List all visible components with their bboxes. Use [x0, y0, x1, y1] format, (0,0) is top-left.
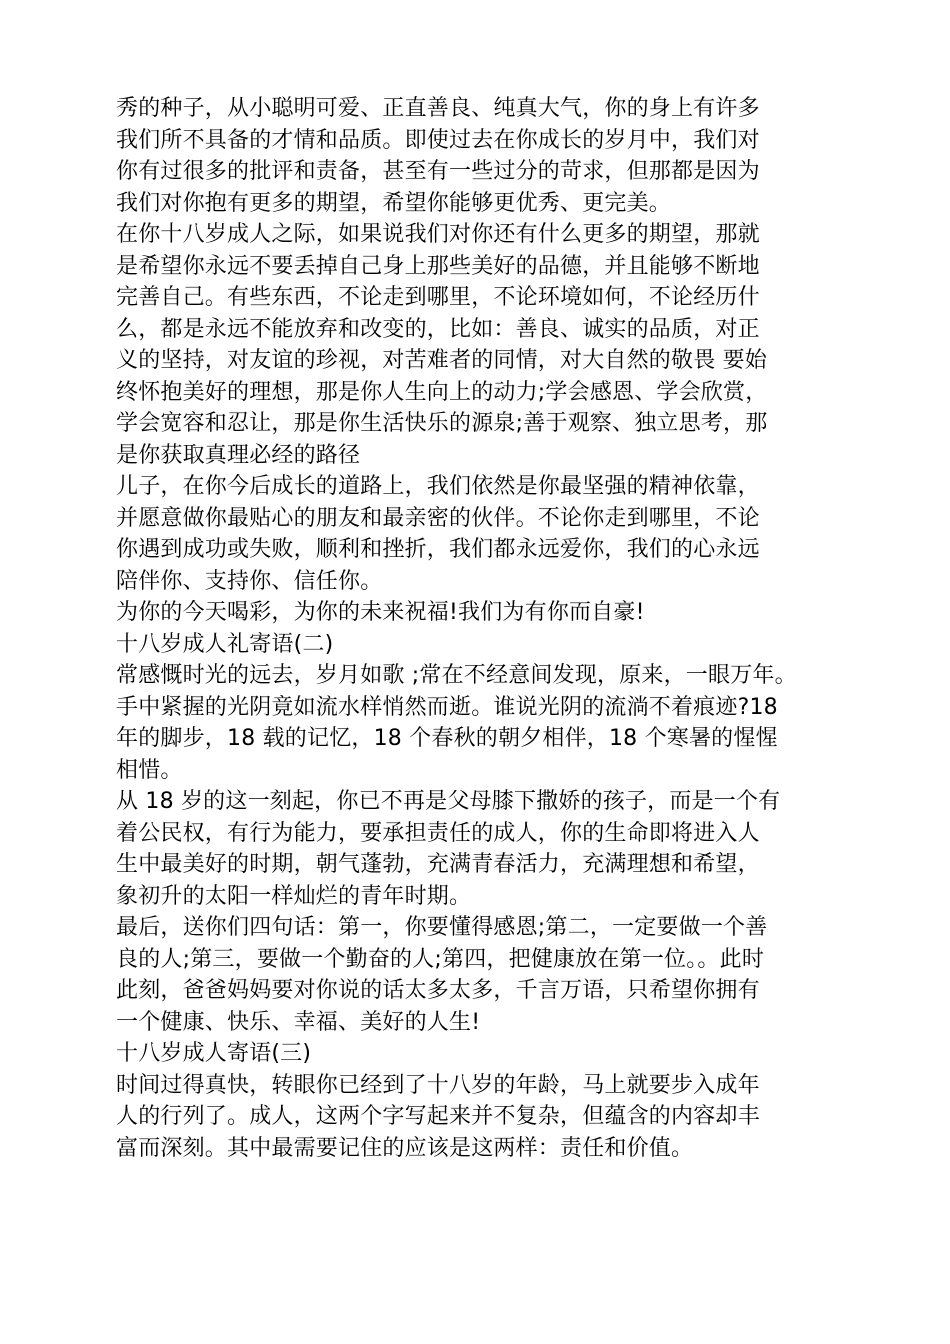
text-line: 生中最美好的时期，朝气蓬勃，充满青春活力，充满理想和希望，	[116, 852, 760, 877]
text-line: 并愿意做你最贴心的朋友和最亲密的伙伴。不论你走到哪里，不论	[116, 505, 760, 531]
text-line: 为你的今天喝彩，为你的未来祝福!我们为有你而自豪!	[116, 600, 645, 625]
text-line: 一个健康、快乐、幸福、美好的人生!	[116, 1009, 481, 1035]
text-line: 完善自己。有些东西，不论走到哪里，不论环境如何，不论经历什	[116, 285, 760, 310]
text-line: 你遇到成功或失败，顺利和挫折，我们都永远爱你，我们的心永远	[116, 537, 760, 562]
text-line: 时间过得真快，转眼你已经到了十八岁的年龄，马上就要步入成年	[116, 1072, 760, 1098]
text-line: 富而深刻。其中最需要记住的应该是这两样：责任和价值。	[116, 1135, 694, 1161]
text-line: 手中紧握的光阴竟如流水样悄然而逝。谁说光阴的流淌不着痕迹?18	[116, 694, 778, 720]
text-line: 着公民权，有行为能力，要承担责任的成人，你的生命即将进入人	[116, 820, 760, 846]
text-line: 此刻，爸爸妈妈要对你说的话太多太多，千言万语，只希望你拥有	[116, 978, 760, 1003]
text-line: 在你十八岁成人之际，如果说我们对你还有什么更多的期望，那就	[116, 222, 760, 247]
text-line: 从 18 岁的这一刻起，你已不再是父母膝下撒娇的孩子，而是一个有	[116, 789, 781, 814]
text-line: 陪伴你、支持你、信任你。	[116, 568, 383, 594]
document-body	[116, 93, 856, 1164]
text-line: 象初升的太阳一样灿烂的青年时期。	[116, 883, 472, 909]
text-line: 年的脚步，18 载的记忆，18 个春秋的朝夕相伴，18 个寒暑的惺惺	[116, 726, 778, 751]
text-line: 十八岁成人礼寄语(二)	[116, 631, 334, 657]
text-line: 儿子，在你今后成长的道路上，我们依然是你最坚强的精神依靠，	[116, 474, 760, 499]
text-line: 是希望你永远不要丢掉自己身上那些美好的品德，并且能够不断地	[116, 253, 760, 279]
text-line: 人的行列了。成人，这两个字写起来并不复杂，但蕴含的内容却丰	[116, 1104, 760, 1129]
text-line: 我们所不具备的才情和品质。即使过去在你成长的岁月中，我们对	[116, 127, 760, 153]
text-line: 常感慨时光的远去，岁月如歌 ;常在不经意间发现，原来，一眼万年。	[116, 663, 797, 688]
text-line: 义的坚持，对友谊的珍视，对苦难者的同情，对大自然的敬畏 要始	[116, 348, 767, 373]
text-line: 终怀抱美好的理想，那是你人生向上的动力;学会感恩、学会欣赏，	[116, 379, 768, 405]
text-line: 相惜。	[116, 757, 183, 783]
text-line: 最后，送你们四句话：第一，你要懂得感恩;第二，一定要做一个善	[116, 915, 768, 940]
text-line: 么，都是永远不能放弃和改变的，比如：善良、诚实的品质，对正	[116, 316, 760, 342]
text-line: 十八岁成人寄语(三)	[116, 1041, 312, 1066]
text-line: 良的人;第三，要做一个勤奋的人;第四，把健康放在第一位。。此时	[116, 946, 765, 972]
text-line: 学会宽容和忍让，那是你生活快乐的源泉;善于观察、独立思考，那	[116, 411, 768, 436]
text-line: 我们对你抱有更多的期望，希望你能够更优秀、更完美。	[116, 190, 672, 216]
text-line: 你有过很多的批评和责备，甚至有一些过分的苛求，但那都是因为	[116, 159, 760, 184]
text-line: 是你获取真理必经的路径	[116, 442, 361, 468]
text-line: 秀的种子，从小聪明可爱、正直善良、纯真大气，你的身上有许多	[116, 96, 760, 121]
